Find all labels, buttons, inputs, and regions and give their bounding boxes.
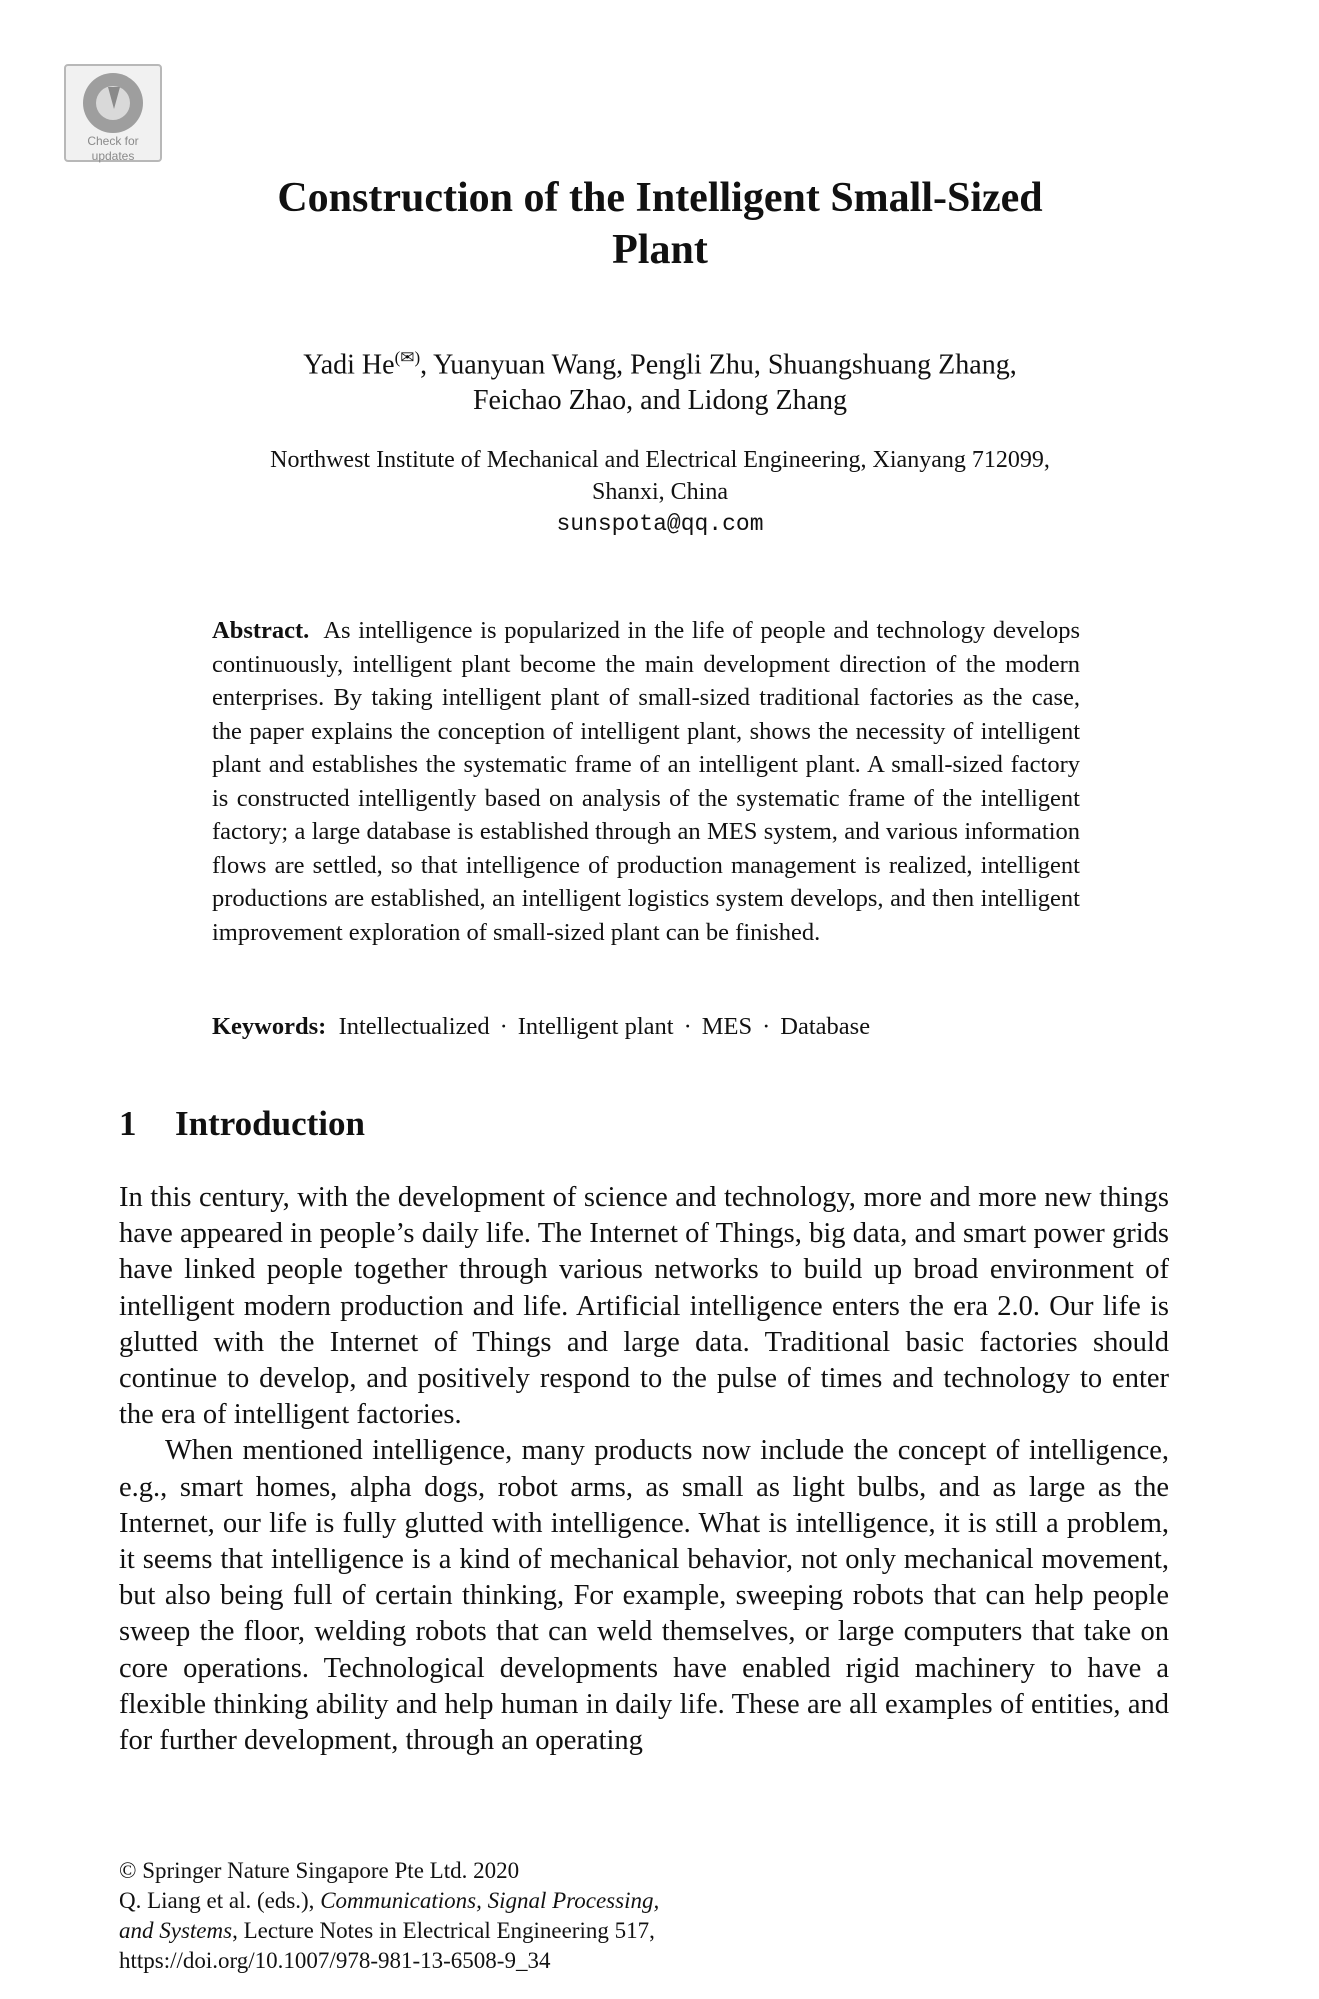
bookmark-check-icon xyxy=(83,73,143,133)
paragraph: When mentioned intelligence, many products now include the concept of intelligence, e.g., smart homes, alpha dogs, robot arms, as small as light bulbs, and as large as the Internet, our life is fully glutted with intelligence. What is intelligence, it is still a problem, it seems that intelligence is a kind of mechanical behavior, not only mechanical movement, but also being full of certain thinking, For example, sweeping robots that can help people sweep the floor, welding robots that can weld themselves, or large computers that take on core operations. Technological developments have enabled rigid machinery to have a flexible thinking ability and help human in daily life. These are all examples of entities, and for further development, through an operating xyxy=(119,1435,1169,1757)
copyright-footer xyxy=(119,1856,919,1976)
affiliation-line-2: Shanxi, China xyxy=(592,479,728,505)
keyword: Database xyxy=(780,1013,871,1040)
book-title-part-2: and Systems xyxy=(119,1918,233,1943)
affiliation-line-1: Northwest Institute of Mechanical and Electrical Engineering, Xianyang 712099, xyxy=(270,447,1050,473)
book-title-part-1: Communications, Signal Processing, xyxy=(320,1888,660,1913)
section-title: Introduction xyxy=(175,1104,365,1143)
author-email[interactable]: sunspota@qq.com xyxy=(556,511,764,537)
paragraph: In this century, with the development of science and technology, more and more new things have appeared in people’s daily life. The Internet of Things, big data, and smart power grids have linked people together through various networks to build up broad environment of intelligent modern production and life. Artificial intelligence enters the era 2.0. Our life is glutted with the Internet of Things and large data. Traditional basic factories should continue to develop, and positively respond to the pulse of times and technology to enter the era of intelligent factories. xyxy=(119,1182,1169,1431)
title-line-2: Plant xyxy=(612,227,708,273)
abstract xyxy=(212,614,1080,949)
section-heading xyxy=(119,1102,365,1146)
citation-line-1 xyxy=(119,1886,919,1916)
badge-label-line1: Check for xyxy=(87,134,139,148)
keyword: Intelligent plant xyxy=(517,1013,674,1040)
keywords-label: Keywords: xyxy=(212,1013,327,1040)
abstract-text: As intelligence is popularized in the life of people and technology develops continuously, intelligent plant become the main development direction of the modern enterprises. By taking intelligent plant of small-sized traditional factories as the case, the paper explains the conception of intelligent plant, shows the necessity of intelligent plant and establishes the systematic frame of an intelligent plant. A small-sized factory is constructed intelligently based on analysis of the systematic frame of the intelligent factory; a large database is established through an MES system, and various information flows are settled, so that intelligence of production management is realized, intelligent productions are established, an intelligent logistics system develops, and then intelligent improvement exploration of small-sized plant can be finished. xyxy=(212,617,1080,946)
series-info: , Lecture Notes in Electrical Engineering 517, xyxy=(232,1918,655,1943)
co-authors: , Yuanyuan Wang, Pengli Zhu, Shuangshuang Zhang, xyxy=(420,349,1017,381)
section-number: 1 xyxy=(119,1104,137,1143)
check-for-updates-badge[interactable] xyxy=(64,64,162,162)
abstract-label: Abstract. xyxy=(212,617,310,644)
envelope-icon: (✉) xyxy=(394,348,421,367)
copyright-line: © Springer Nature Singapore Pte Ltd. 2020 xyxy=(119,1858,520,1883)
badge-label-line2: updates xyxy=(91,149,135,163)
keyword: Intellectualized xyxy=(338,1013,490,1040)
corresponding-author: Yadi He xyxy=(303,349,395,381)
author-list xyxy=(160,340,1160,419)
title-line-1: Construction of the Intelligent Small-Sized xyxy=(277,175,1043,221)
authors-line-2: Feichao Zhao, and Lidong Zhang xyxy=(472,385,847,417)
keyword: MES xyxy=(701,1013,753,1040)
authors-line-1 xyxy=(160,340,1160,383)
keyword-separator: · xyxy=(762,1013,771,1040)
editors: Q. Liang et al. (eds.), xyxy=(119,1888,321,1913)
keyword-separator: · xyxy=(499,1013,508,1040)
paper-title xyxy=(160,172,1160,276)
body-text xyxy=(119,1180,1169,1759)
keywords xyxy=(212,1010,1080,1043)
doi-link[interactable]: https://doi.org/10.1007/978-981-13-6508-9_34 xyxy=(119,1948,551,1973)
keyword-separator: · xyxy=(683,1013,692,1040)
citation-line-2 xyxy=(119,1916,919,1946)
affiliation xyxy=(160,444,1160,540)
